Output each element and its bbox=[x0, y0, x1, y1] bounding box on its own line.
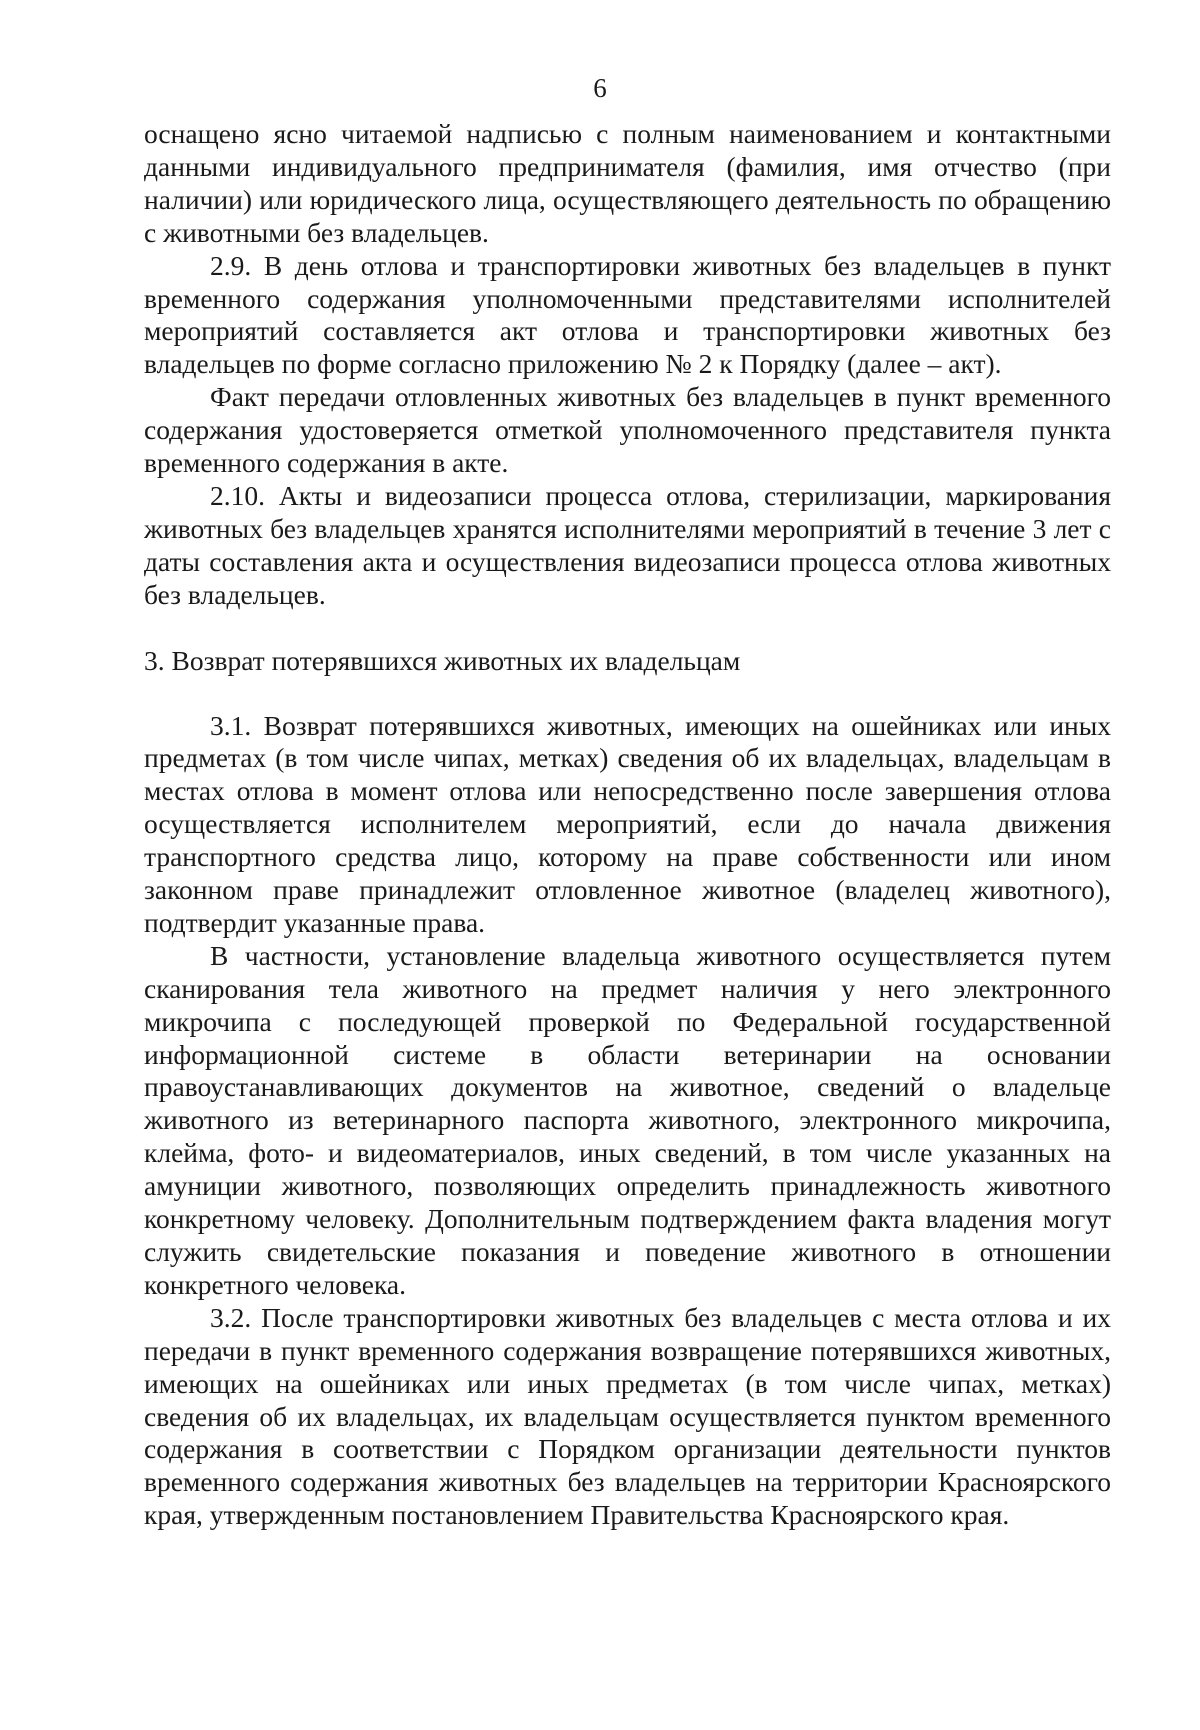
section-heading: 3. Возврат потерявшихся животных их владельцам bbox=[144, 644, 741, 676]
document-body bbox=[144, 118, 1111, 1532]
paragraph-fact-transfer: Факт передачи отловленных животных без владельцев в пункт временного содержания удостоверяется отметкой уполномоченного представителя пункта временного содержания в акте. bbox=[144, 381, 1111, 479]
paragraph-2-9: 2.9. В день отлова и транспортировки животных без владельцев в пункт временного содержания уполномоченными представителями исполнителей мероприятий составляется акт отлова и транспортировки животных без владельцев по форме согласно приложению № 2 к Порядку (далее – акт). bbox=[144, 249, 1111, 380]
paragraph-owner-identification: В частности, установление владельца животного осуществляется путем сканирования тела животного на предмет наличия у него электронного микрочипа с последующей проверкой по Федеральной государственной информационной системе в области ветеринарии на основании правоустанавливающих документов на животное, сведений о владельце животного из ветеринарного паспорта животного, электронного микрочипа, клейма, фото- и видеоматериалов, иных сведений, в том числе указанных на амуниции животного, позволяющих определить принадлежность животного конкретному человеку. Дополнительным подтверждением факта владения могут служить свидетельские показания и поведение животного в отношении конкретного человека. bbox=[144, 939, 1111, 1300]
paragraph-continued: оснащено ясно читаемой надписью с полным наименованием и контактными данными индивидуального предпринимателя (фамилия, имя отчество (при наличии) или юридического лица, осуществляющего деятельность по обращению с животными без владельцев. bbox=[144, 118, 1111, 248]
paragraph-3-1: 3.1. Возврат потерявшихся животных, имеющих на ошейниках или иных предметах (в том числе чипах, метках) сведения об их владельцах, владельцам в местах отлова в момент отлова или непосредственно после завершения отлова осуществляется исполнителем мероприятий, если до начала движения транспортного средства лицо, которому на праве собственности или ином законном праве принадлежит отловленное животное (владелец животного), подтвердит указанные права. bbox=[144, 709, 1111, 938]
page-number: 6 bbox=[593, 73, 607, 103]
paragraph-2-10: 2.10. Акты и видеозаписи процесса отлова, стерилизации, маркирования животных без владельцев хранятся исполнителями мероприятий в течение 3 лет с даты составления акта и осуществления видеозаписи процесса отлова животных без владельцев. bbox=[144, 479, 1111, 610]
paragraph-3-2: 3.2. После транспортировки животных без владельцев с места отлова и их передачи в пункт временного содержания возвращение потерявшихся животных, имеющих на ошейниках или иных предметах (в том числе чипах, метках) сведения об их владельцах, их владельцам осуществляется пунктом временного содержания в соответствии с Порядком организации деятельности пунктов временного содержания животных без владельцев на территории Красноярского края, утвержденным постановлением Правительства Красноярского края. bbox=[144, 1301, 1111, 1531]
